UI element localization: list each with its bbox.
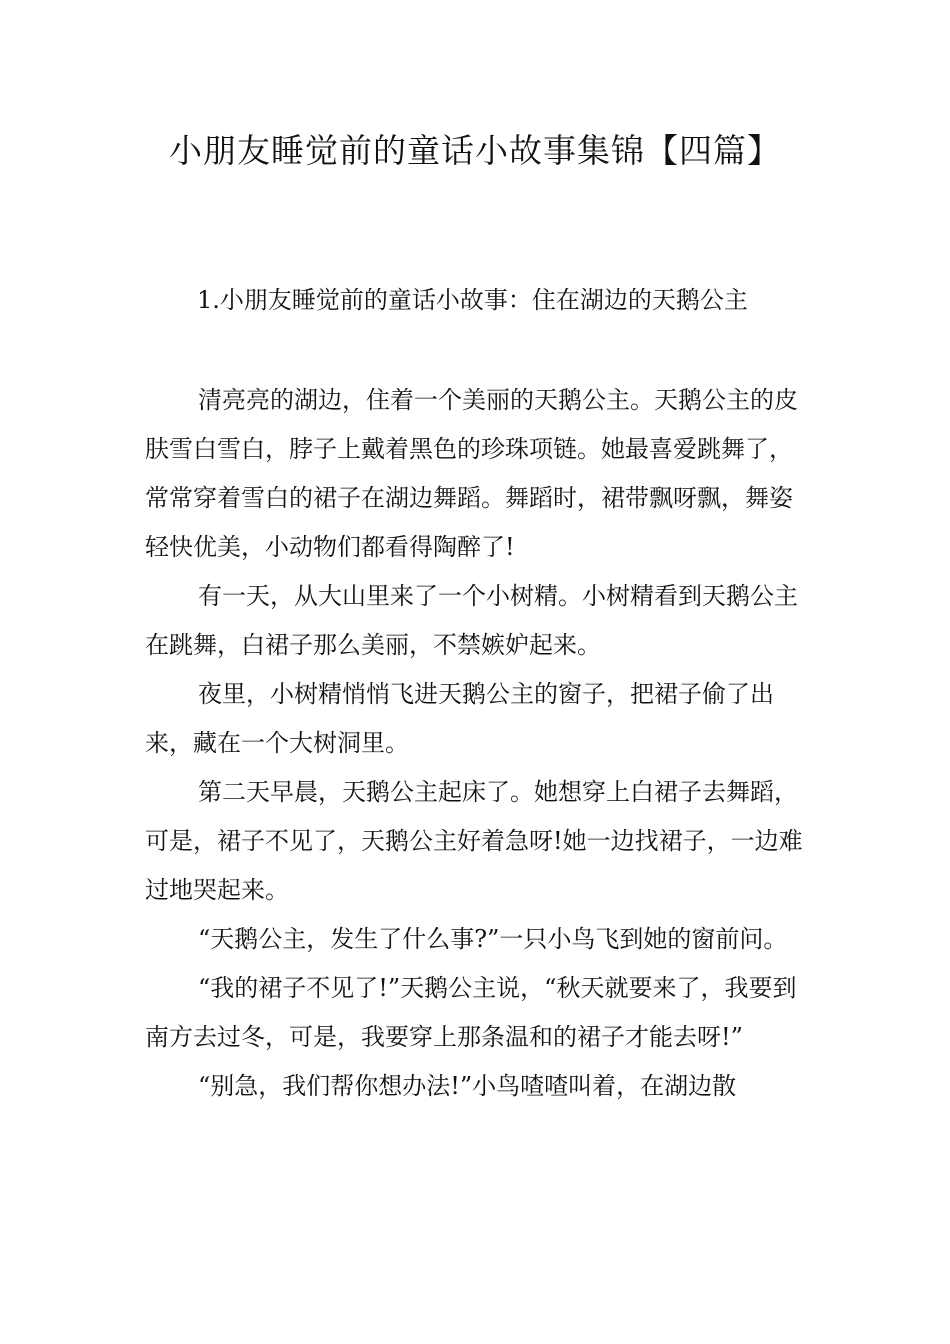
story-paragraph: “我的裙子不见了!”天鹅公主说，“秋天就要来了，我要到南方去过冬，可是，我要穿上那条温和的裙子才能去呀!” xyxy=(145,974,797,1051)
story-paragraph: 第二天早晨，天鹅公主起床了。她想穿上白裙子去舞蹈，可是，裙子不见了，天鹅公主好着急呀!她一边找裙子，一边难过地哭起来。 xyxy=(145,778,803,904)
story-body xyxy=(145,376,815,1111)
story-paragraph: “别急，我们帮你想办法!”小鸟喳喳叫着，在湖边散 xyxy=(198,1072,737,1100)
story-paragraph: “天鹅公主，发生了什么事?”一只小鸟飞到她的窗前问。 xyxy=(198,925,788,953)
story-heading: 1.小朋友睡觉前的童话小故事：住在湖边的天鹅公主 xyxy=(197,286,748,314)
story-paragraph: 夜里，小树精悄悄飞进天鹅公主的窗子，把裙子偷了出来，藏在一个大树洞里。 xyxy=(145,680,774,757)
story-paragraph: 清亮亮的湖边，住着一个美丽的天鹅公主。天鹅公主的皮肤雪白雪白，脖子上戴着黑色的珍珠项链。她最喜爱跳舞了，常常穿着雪白的裙子在湖边舞蹈。舞蹈时，裙带飘呀飘，舞姿轻快优美，小动物们都看得陶醉了! xyxy=(145,386,798,561)
story-paragraph: 有一天，从大山里来了一个小树精。小树精看到天鹅公主在跳舞，白裙子那么美丽，不禁嫉妒起来。 xyxy=(145,582,798,659)
document-title: 小朋友睡觉前的童话小故事集锦【四篇】 xyxy=(169,131,781,170)
